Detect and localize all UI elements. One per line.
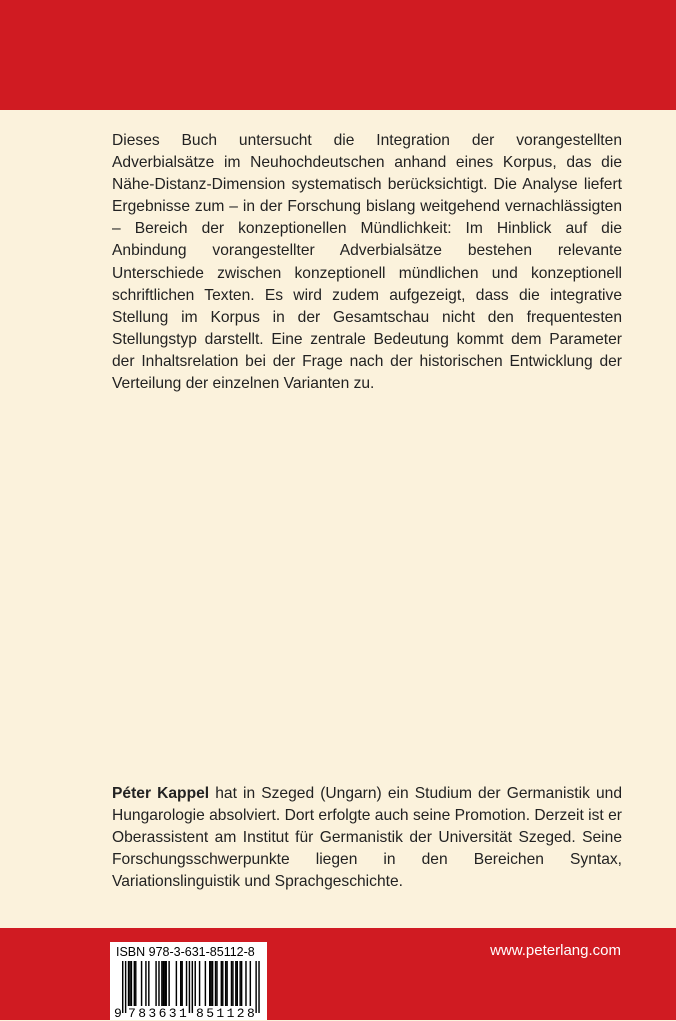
author-name: Péter Kappel	[112, 785, 210, 802]
barcode-bar	[215, 961, 216, 1006]
barcode-bar	[141, 961, 142, 1006]
barcode-bar	[222, 961, 223, 1006]
ean-left-group: 783631	[128, 1006, 190, 1021]
barcode-bar	[129, 961, 130, 1006]
isbn-barcode	[110, 942, 267, 1020]
barcode-bar	[221, 961, 222, 1006]
barcode-bar	[216, 961, 217, 1006]
top-red-band	[0, 0, 676, 110]
barcode-bar	[235, 961, 236, 1006]
barcode-bar	[164, 961, 165, 1006]
barcode-bar	[225, 961, 226, 1006]
barcode-bar	[199, 961, 200, 1006]
barcode-bar	[181, 961, 182, 1006]
publisher-website[interactable]: www.peterlang.com	[490, 942, 621, 959]
author-bio-text: hat in Szeged (Ungarn) ein Studium der Germanistik und Hungarologie absolviert. Dort erfolgte auch seine Promotion. Derzeit ist er Oberassistent am Institut für Germanistik der Universität Szeged. Seine Forschungsschwerpunkte liegen in den Bereichen Syntax, Variationslinguistik und Sprachgeschichte.	[112, 785, 622, 891]
barcode-bar	[145, 961, 146, 1006]
barcode-bar	[168, 961, 169, 1006]
ean-first-digit: 9	[114, 1006, 122, 1021]
barcode-bar	[237, 961, 238, 1006]
barcode-bar	[241, 961, 242, 1006]
barcode-bar	[134, 961, 135, 1006]
barcode-bar	[180, 961, 181, 1006]
barcode-bar	[209, 961, 210, 1006]
barcode-bar	[205, 961, 206, 1006]
ean-right-group: 851128	[196, 1006, 258, 1021]
barcode-bar	[195, 961, 196, 1006]
barcode-bar	[163, 961, 164, 1006]
barcode-bar	[232, 961, 233, 1006]
barcode-bar	[186, 961, 187, 1006]
barcode-bar	[135, 961, 136, 1006]
barcode-bar	[128, 961, 129, 1006]
barcode-bar	[226, 961, 227, 1006]
barcode-bar	[166, 961, 167, 1006]
barcode-bar	[210, 961, 211, 1006]
barcode-bar	[161, 961, 162, 1006]
barcode-bar	[245, 961, 246, 1006]
author-bio	[112, 783, 622, 893]
ean-digits	[110, 1006, 267, 1020]
barcode-bar	[176, 961, 177, 1006]
isbn-label: ISBN 978-3-631-85112-8	[116, 945, 255, 959]
barcode-bar	[231, 961, 232, 1006]
barcode-bar	[158, 961, 159, 1006]
barcode-bar	[212, 961, 213, 1006]
barcode-bar	[131, 961, 132, 1006]
book-description: Dieses Buch untersucht die Integration der vorangestellten Adverbialsätze im Neuhochdeutschen anhand eines Korpus, das die Nähe-Distanz-Dimension systematisch berücksichtigt. Die Analyse liefert Ergebnisse zum – in der Forschung bislang weitgehend vernachlässigten – Bereich der konzeptionellen Mündlichkeit: Im Hinblick auf die Anbindung vorangestellter Adverbialsätze bestehen relevante Unterschiede zwischen konzeptionell mündlichen und konzeptionell schriftlichen Texten. Es wird zudem aufgezeigt, dass die integrative Stellung im Korpus in der Gesamtschau nicht den frequentesten Stellungstyp darstellt. Eine zentrale Bedeutung kommt dem Parameter der Inhaltsrelation bei der Frage nach der historischen Entwicklung der Verteilung der einzelnen Varianten zu.	[112, 132, 622, 393]
barcode-bar	[148, 961, 149, 1006]
barcode-bar	[239, 961, 240, 1006]
barcode-bar	[155, 961, 156, 1006]
barcode-bar	[250, 961, 251, 1006]
